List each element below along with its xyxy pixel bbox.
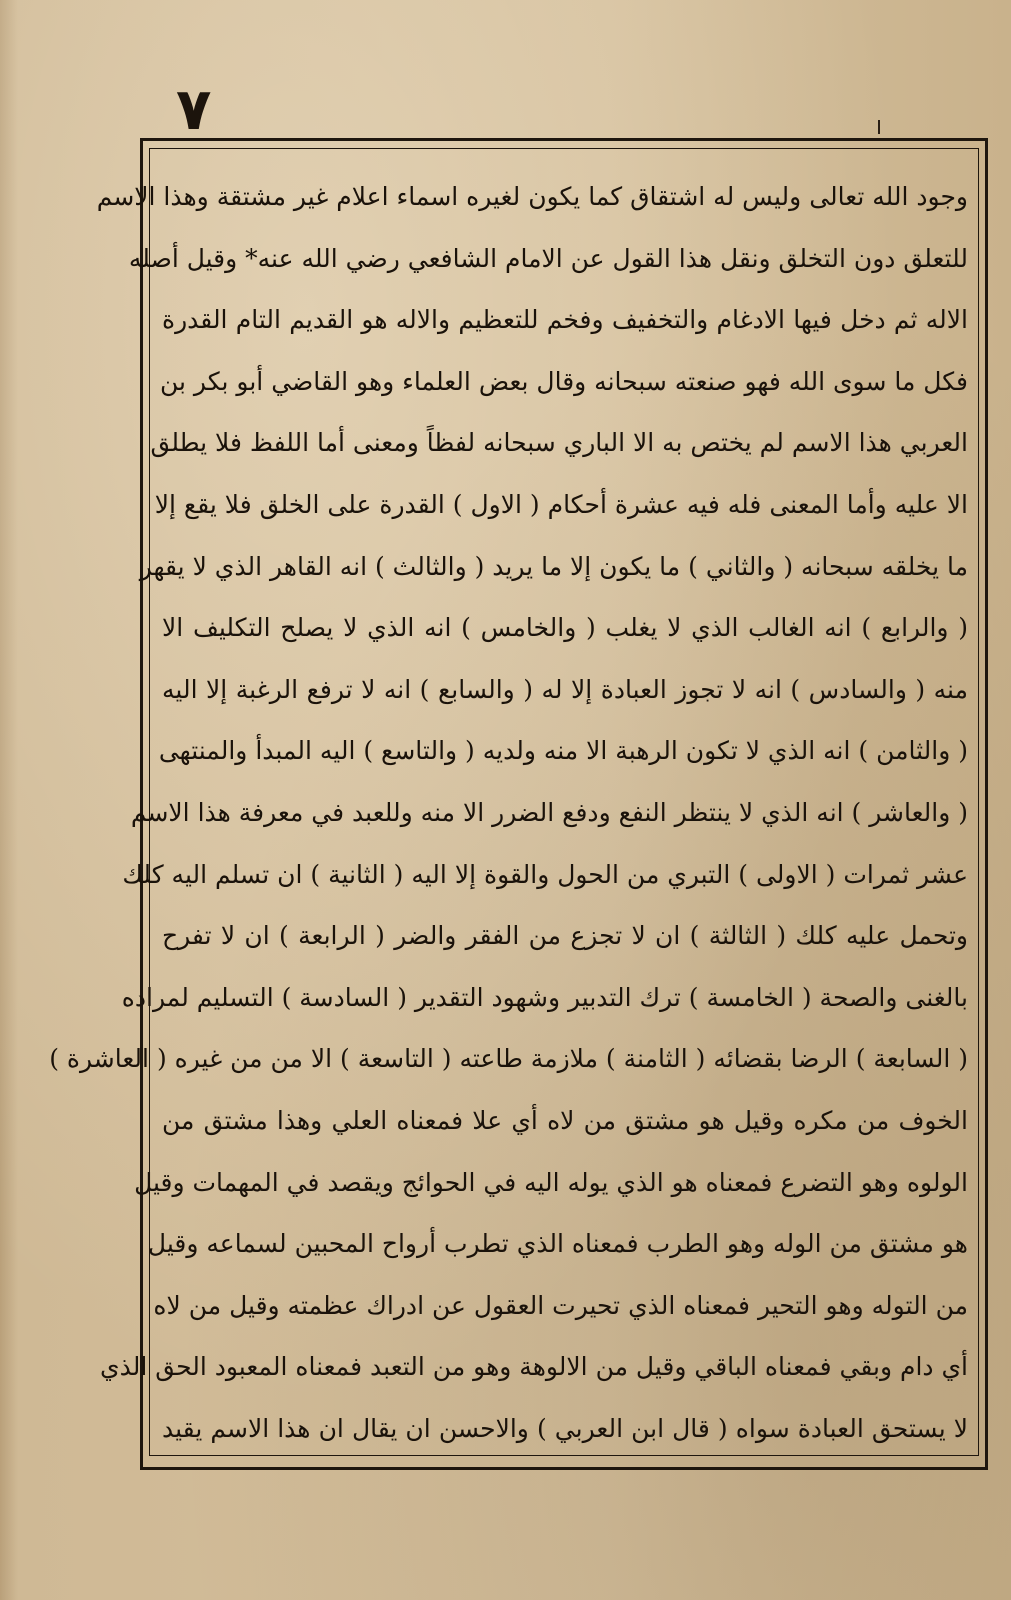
text-line: العربي هذا الاسم لم يختص به الا الباري سبحانه لفظاً ومعنى أما اللفظ فلا يطلق [150, 428, 968, 458]
text-line: عشر ثمرات ( الاولى ) التبري من الحول والقوة إلا اليه ( الثانية ) ان تسلم اليه كلك [122, 859, 968, 889]
text-line: فكل ما سوى الله فهو صنعته سبحانه وقال بعض العلماء وهو القاضي أبو بكر بن [159, 366, 968, 396]
text-line: ( والعاشر ) انه الذي لا ينتظر النفع ودفع الضرر الا منه وللعبد في معرفة هذا الاسم [130, 797, 968, 827]
text-line: الا عليه وأما المعنى فله فيه عشرة أحكام ( الاول ) القدرة على الخلق فلا يقع إلا [154, 489, 968, 519]
frame-tick-mark [878, 120, 880, 134]
text-line: وجود الله تعالى وليس له اشتقاق كما يكون لغيره اسماء اعلام غير مشتقة وهذا الاسم [96, 182, 968, 211]
text-line: ( والرابع ) انه الغالب الذي لا يغلب ( والخامس ) انه الذي لا يصلح التكليف الا [162, 613, 968, 643]
main-text-block [49, 166, 968, 1459]
text-line: أي دام وبقي فمعناه الباقي وقيل من الالوهة وهو من التعبد فمعناه المعبود الحق الذي [100, 1352, 968, 1382]
text-line: الولوه وهو التضرع فمعناه هو الذي يوله اليه في الحوائج ويقصد في المهمات وقيل [134, 1167, 968, 1197]
text-line: هو مشتق من الوله وهو الطرب فمعناه الذي تطرب أرواح المحبين لسماعه وقيل [147, 1229, 968, 1259]
text-line: بالغنى والصحة ( الخامسة ) ترك التدبير وشهود التقدير ( السادسة ) التسليم لمراده [121, 982, 968, 1012]
page-number: ٧ [176, 75, 212, 143]
text-line: لا يستحق العبادة سواه ( قال ابن العربي ) والاحسن ان يقال ان هذا الاسم يقيد [162, 1413, 968, 1443]
text-line: الخوف من مكره وقيل هو مشتق من لاه أي علا فمعناه العلي وهذا مشتق من [162, 1105, 968, 1135]
text-line: وتحمل عليه كلك ( الثالثة ) ان لا تجزع من الفقر والضر ( الرابعة ) ان لا تفرح [162, 921, 968, 951]
text-line: من التوله وهو التحير فمعناه الذي تحيرت العقول عن ادراك عظمته وقيل من لاه [153, 1290, 968, 1320]
text-line: ما يخلقه سبحانه ( والثاني ) ما يكون إلا ما يريد ( والثالث ) انه القاهر الذي لا يقهر [139, 551, 968, 581]
text-line: ( السابعة ) الرضا بقضائه ( الثامنة ) ملازمة طاعته ( التاسعة ) الا من من غيره ( العاشرة ) [49, 1044, 968, 1074]
text-line: للتعلق دون التخلق ونقل هذا القول عن الامام الشافعي رضي الله عنه* وقيل أصله [128, 243, 968, 273]
text-line: الاله ثم دخل فيها الادغام والتخفيف وفخم للتعظيم والاله هو القديم التام القدرة [162, 305, 968, 335]
text-line: منه ( والسادس ) انه لا تجوز العبادة إلا له ( والسابع ) انه لا ترفع الرغبة إلا اليه [162, 674, 968, 704]
text-line: ( والثامن ) انه الذي لا تكون الرهبة الا منه ولديه ( والتاسع ) اليه المبدأ والمنتهى [158, 736, 968, 766]
